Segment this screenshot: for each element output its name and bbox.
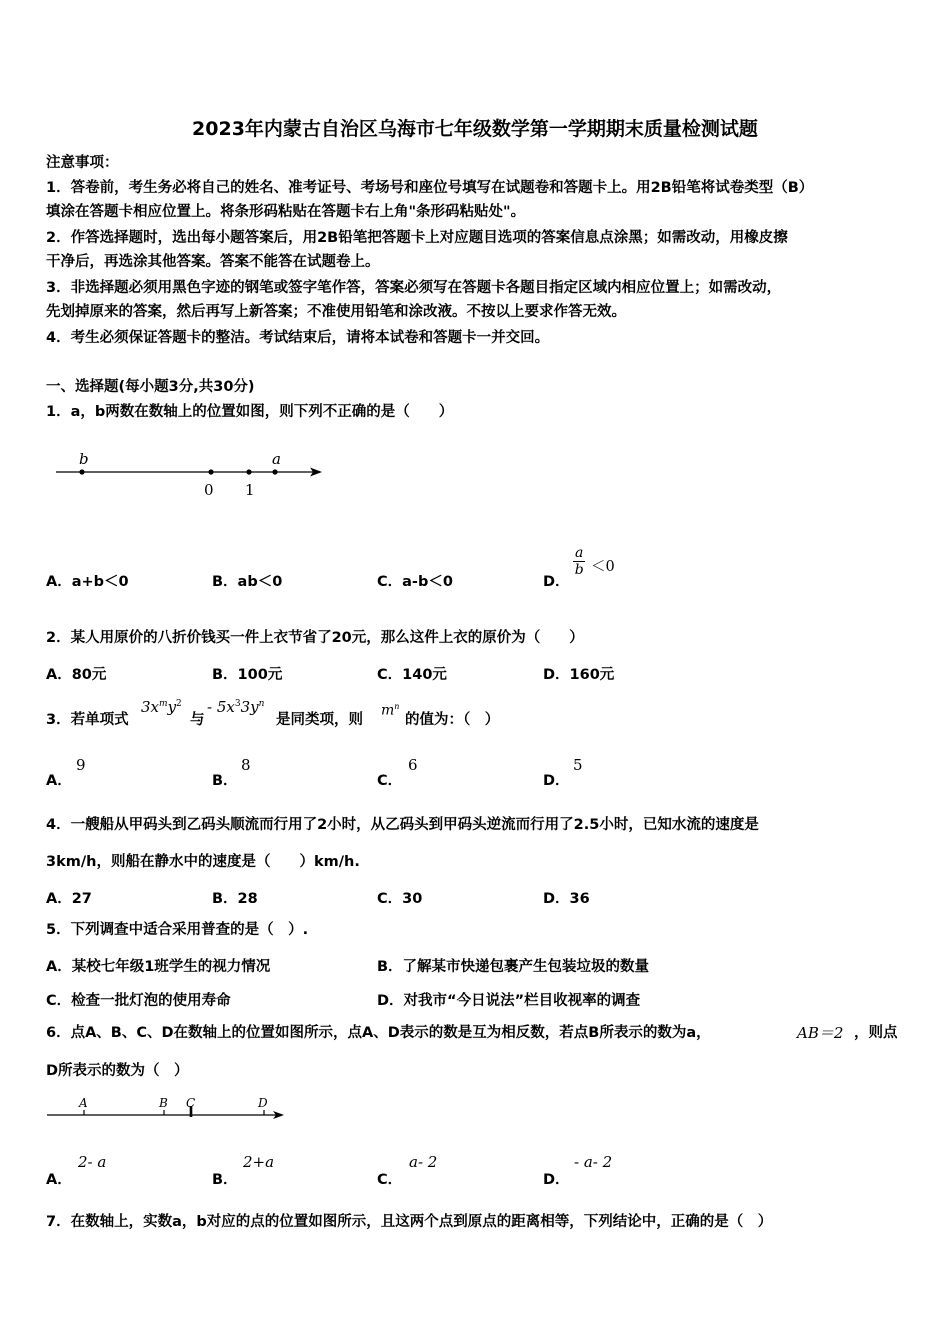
notice-line-3: 2．作答选择题时，选出每小题答案后，用2B铅笔把答题卡上对应题目选项的答案信息点涂黑；如需改动，用橡皮擦	[46, 230, 788, 246]
q1-label-a: a	[272, 450, 281, 468]
q3-with: 与	[190, 712, 205, 728]
q4-stem-line-1: 4．一艘船从甲码头到乙码头顺流而行用了2小时，从乙码头到甲码头逆流而行用了2.5小时，已知水流的速度是	[46, 817, 759, 833]
notice-heading: 注意事项：	[46, 155, 119, 171]
q1-point-0	[208, 469, 213, 474]
q3-option-b-value: 8	[241, 756, 251, 774]
q6-option-c-label: C．	[377, 1172, 403, 1188]
notice-line-4: 干净后，再选涂其他答案。答案不能答在试题卷上。	[46, 254, 380, 270]
q1-option-d-label: D．	[543, 574, 570, 590]
q5-option-a: A．某校七年级1班学生的视力情况	[46, 959, 271, 975]
q3-expression: $m^n$	[381, 702, 400, 719]
q3-monomial-1: $3x^my^2$	[141, 698, 182, 716]
notice-line-1: 1．答卷前，考生务必将自己的姓名、准考证号、考场号和座位号填写在试题卷和答题卡上。用2B铅笔将试卷类型（B）	[46, 180, 814, 196]
q5-stem: 5．下列调查中适合采用普查的是（ ）.	[46, 922, 309, 938]
q5-option-c: C．检查一批灯泡的使用寿命	[46, 993, 231, 1009]
q3-mid: 是同类项，则	[276, 712, 363, 728]
q3-stem-end: 的值为：（ ）	[405, 712, 500, 728]
q2-option-a: A．80元	[46, 667, 107, 683]
q4-option-c: C．30	[377, 891, 423, 907]
q6-option-b-label: B．	[212, 1172, 238, 1188]
q1-point-a	[272, 469, 277, 474]
q6-label-a: A	[79, 1096, 88, 1110]
q6-option-a-value: 2- a	[78, 1153, 107, 1171]
q6-number-line-figure	[44, 1090, 294, 1130]
q2-stem: 2．某人用原价的八折价钱买一件上衣节省了20元，那么这件上衣的原价为（ ）	[46, 630, 584, 646]
q2-option-b: B．100元	[212, 667, 283, 683]
q1-option-b: B．ab＜0	[212, 574, 283, 590]
page-title: 2023年内蒙古自治区乌海市七年级数学第一学期期末质量检测试题	[192, 118, 758, 140]
q6-stem-line-1: 6．点A、B、C、D在数轴上的位置如图所示，点A、D表示的数是互为相反数，若点B所表示的数为a，	[46, 1025, 711, 1041]
q6-option-c-value: a- 2	[409, 1153, 438, 1171]
notice-line-6: 先划掉原来的答案，然后再写上新答案；不准使用铅笔和涂改液。不按以上要求作答无效。	[46, 304, 626, 320]
q1-number-line-figure	[50, 445, 340, 505]
q3-option-c-label: C．	[377, 773, 403, 789]
q1-label-1: 1	[245, 481, 255, 499]
notice-line-7: 4．考生必须保证答题卡的整洁。考试结束后，请将本试卷和答题卡一并交回。	[46, 330, 550, 346]
q3-option-b-label: B．	[212, 773, 238, 789]
q3-option-d-label: D．	[543, 773, 570, 789]
q2-option-d: D．160元	[543, 667, 615, 683]
q4-stem-line-2: 3km/h，则船在静水中的速度是（ ）km/h.	[46, 854, 360, 870]
q1-label-b: b	[79, 450, 89, 468]
q3-option-a-label: A．	[46, 773, 72, 789]
q1-option-a: A．a+b＜0	[46, 574, 129, 590]
q3-monomial-2: - $5x^33y^n$	[207, 698, 265, 716]
q6-stem-line-2: D所表示的数为（ ）	[46, 1063, 189, 1079]
q3-stem-start: 3．若单项式	[46, 712, 129, 728]
q6-option-d-value: - a- 2	[574, 1153, 613, 1171]
q1-d-numerator: a	[575, 545, 584, 561]
q4-option-b: B．28	[212, 891, 258, 907]
section-heading: 一、选择题(每小题3分,共30分)	[46, 379, 255, 395]
q4-option-a: A．27	[46, 891, 92, 907]
q1-d-rest: ＜0	[591, 559, 615, 575]
notice-line-5: 3．非选择题必须用黑色字迹的钢笔或签字笔作答，答案必须写在答题卡各题目指定区域内相应位置上；如需改动，	[46, 280, 782, 296]
q3-option-a-value: 9	[76, 756, 86, 774]
q1-option-c: C．a-b＜0	[377, 574, 453, 590]
q2-option-c: C．140元	[377, 667, 447, 683]
q1-label-0: 0	[204, 481, 214, 499]
q6-label-b: B	[159, 1096, 168, 1110]
q6-label-c: C	[186, 1096, 196, 1110]
q6-option-b-value: 2+a	[243, 1153, 275, 1171]
q3-option-c-value: 6	[408, 756, 418, 774]
notice-line-2: 填涂在答题卡相应位置上。将条形码粘贴在答题卡右上角"条形码粘贴处"。	[46, 204, 526, 220]
q6-option-a-label: A．	[46, 1172, 72, 1188]
q6-stem-line-1-end: ，则点	[854, 1025, 898, 1041]
q1-point-b	[79, 469, 84, 474]
q6-option-d-label: D．	[543, 1172, 570, 1188]
q5-option-b: B．了解某市快递包裹产生包装垃圾的数量	[377, 959, 650, 975]
q7-stem: 7．在数轴上，实数a，b对应的点的位置如图所示，且这两个点到原点的距离相等，下列结论中，正确的是（ ）	[46, 1214, 773, 1230]
q3-option-d-value: 5	[573, 756, 583, 774]
q6-label-d: D	[258, 1096, 268, 1110]
q6-equation: AB＝2	[797, 1024, 844, 1042]
q1-d-denominator: b	[574, 562, 584, 578]
q4-option-d: D．36	[543, 891, 590, 907]
q1-point-1	[246, 469, 251, 474]
q1-stem: 1．a，b两数在数轴上的位置如图，则下列不正确的是（ ）	[46, 404, 454, 420]
q1-option-d-fraction	[573, 545, 585, 578]
q5-option-d: D．对我市“今日说法”栏目收视率的调查	[377, 993, 641, 1009]
